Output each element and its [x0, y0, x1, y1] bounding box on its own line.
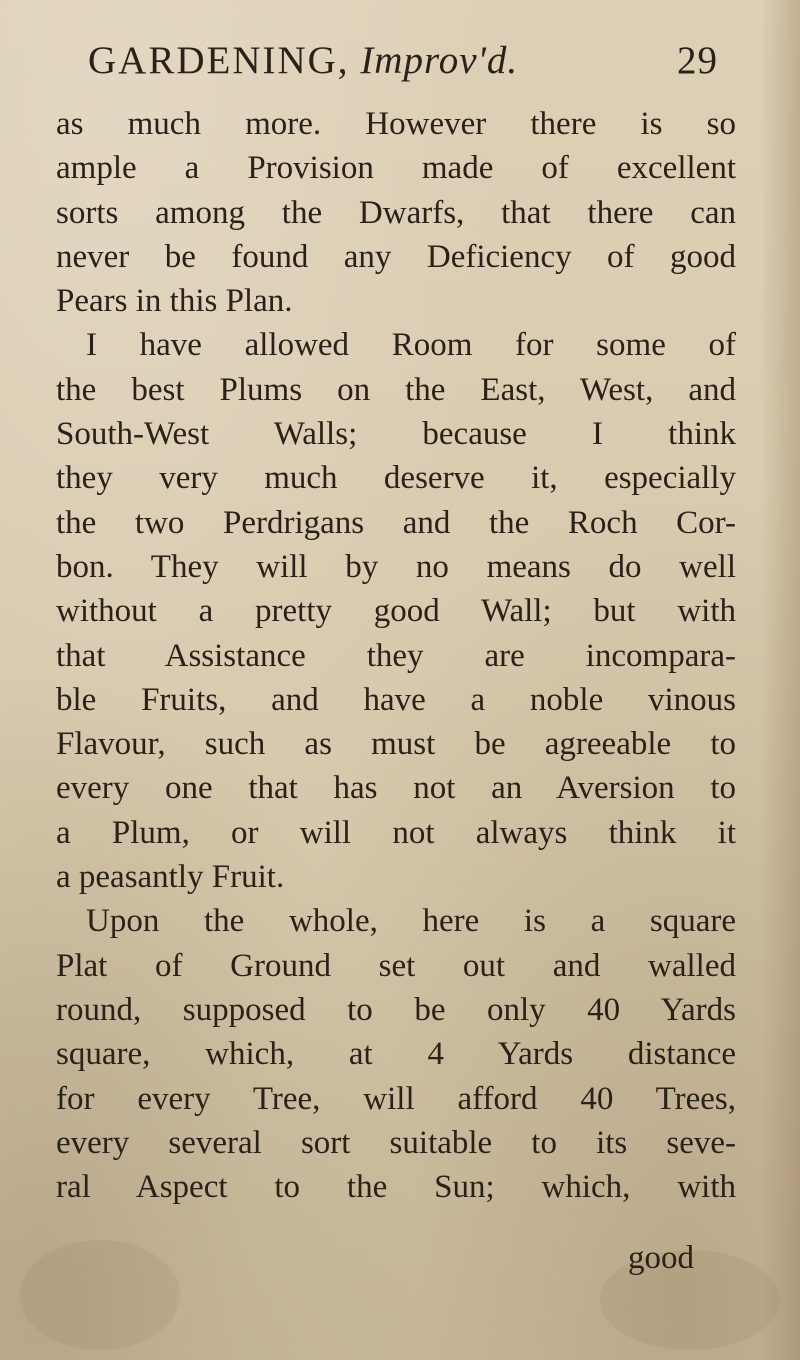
body-text — [56, 102, 736, 1209]
text-line: I have allowed Room for some of — [86, 327, 736, 364]
running-title: GARDENING, — [88, 39, 350, 82]
text-line: sorts among the Dwarfs, that there can — [56, 194, 736, 231]
text-line: Flavour, such as must be agreeable to — [56, 726, 736, 763]
text-line: a peasantly Fruit. — [56, 859, 285, 896]
catchword: good — [628, 1240, 694, 1276]
text-line: square, which, at 4 Yards distance — [56, 1036, 736, 1073]
text-line: Pears in this Plan. — [56, 283, 293, 320]
text-line: for every Tree, will afford 40 Trees, — [56, 1080, 736, 1117]
text-line: they very much deserve it, especially — [56, 460, 736, 497]
text-line: every several sort suitable to its seve- — [56, 1124, 736, 1161]
running-header — [88, 38, 728, 98]
text-line: bon. They will by no means do well — [56, 548, 736, 585]
text-line: a Plum, or will not always think it — [56, 814, 736, 851]
text-line: the two Perdrigans and the Roch Cor- — [56, 504, 736, 541]
text-line: without a pretty good Wall; but with — [56, 593, 736, 630]
text-line: the best Plums on the East, West, and — [56, 371, 736, 408]
text-line: ral Aspect to the Sun; which, with — [56, 1169, 736, 1206]
text-line: round, supposed to be only 40 Yards — [56, 991, 736, 1028]
text-line: ample a Provision made of excellent — [56, 150, 736, 187]
page-edge-shadow — [760, 0, 800, 1360]
text-line: that Assistance they are incompara- — [56, 637, 736, 674]
text-line: Plat of Ground set out and walled — [56, 947, 736, 984]
running-title-italic: Improv'd. — [360, 39, 519, 82]
text-line: Upon the whole, here is a square — [86, 903, 736, 940]
text-line: never be found any Deficiency of good — [56, 238, 736, 275]
text-line: South-West Walls; because I think — [56, 416, 736, 453]
text-line: as much more. However there is so — [56, 106, 736, 142]
paper-stain — [20, 1240, 180, 1350]
page-number: 29 — [677, 39, 718, 82]
text-line: ble Fruits, and have a noble vinous — [56, 681, 736, 718]
text-line: every one that has not an Aversion to — [56, 770, 736, 807]
